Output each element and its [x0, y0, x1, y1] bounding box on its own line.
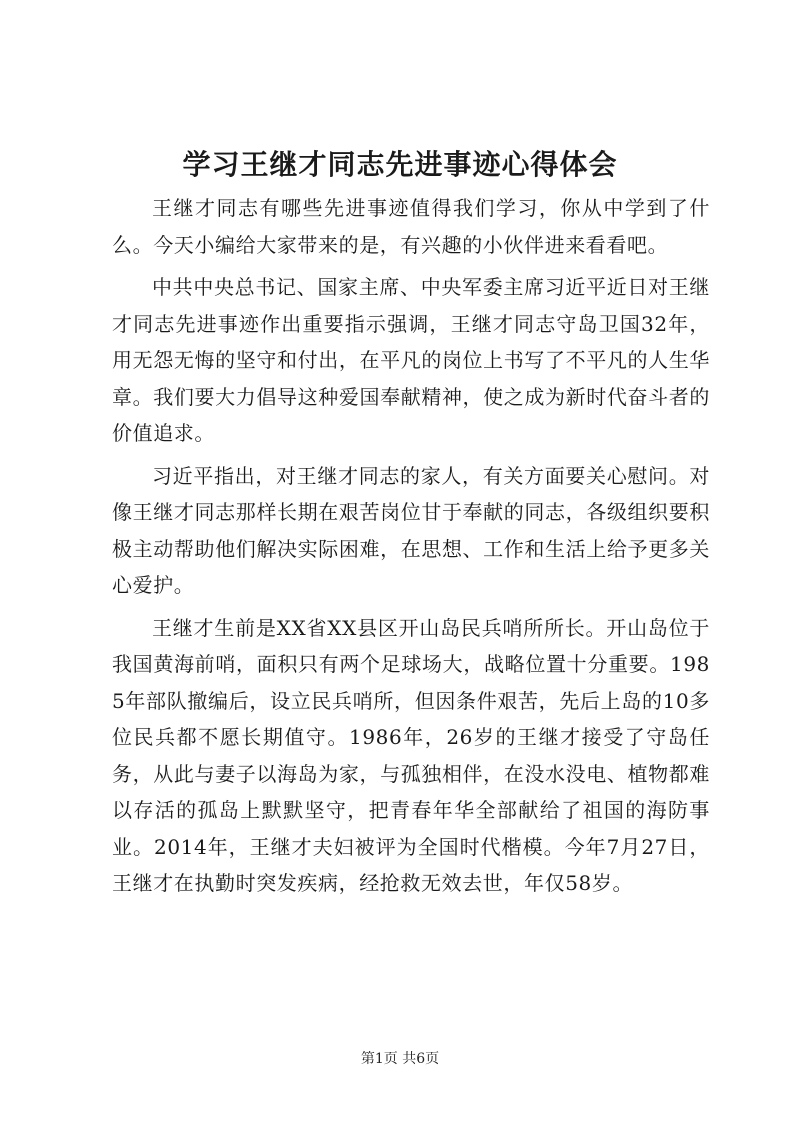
document-body: [112, 190, 710, 908]
paragraph-intro: 王继才同志有哪些先进事迹值得我们学习，你从中学到了什么。今天小编给大家带来的是，有兴趣的小伙伴进来看看吧。: [112, 196, 710, 257]
paragraph-care: 习近平指出，对王继才同志的家人，有关方面要关心慰问。对像王继才同志那样长期在艰苦岗位甘于奉献的同志，各级组织要积极主动帮助他们解决实际困难，在思想、工作和生活上给予更多关心爱护。: [112, 463, 710, 597]
paragraph-biography: 王继才生前是XX省XX县区开山岛民兵哨所所长。开山岛位于我国黄海前哨，面积只有两个足球场大，战略位置十分重要。1985年部队撤编后，设立民兵哨所，但因条件艰苦，先后上岛的10多位民兵都不愿长期值守。1986年，26岁的王继才接受了守岛任务，从此与妻子以海岛为家，与孤独相伴，在没水没电、植物都难以存活的孤岛上默默坚守，把青春年华全部献给了祖国的海防事业。2014年，王继才夫妇被评为全国时代楷模。今年7月27日，王继才在执勤时突发疾病，经抢救无效去世，年仅58岁。: [112, 615, 710, 895]
page-number-footer: 第1页 共6页: [360, 1051, 440, 1067]
document-title: 学习王继才同志先进事迹心得体会: [182, 148, 618, 181]
paragraph-instruction: 中共中央总书记、国家主席、中央军委主席习近平近日对王继才同志先进事迹作出重要指示强调，王继才同志守岛卫国32年，用无怨无悔的坚守和付出，在平凡的岗位上书写了不平凡的人生华章。我们要大力倡导这种爱国奉献精神，使之成为新时代奋斗者的价值追求。: [112, 275, 710, 445]
